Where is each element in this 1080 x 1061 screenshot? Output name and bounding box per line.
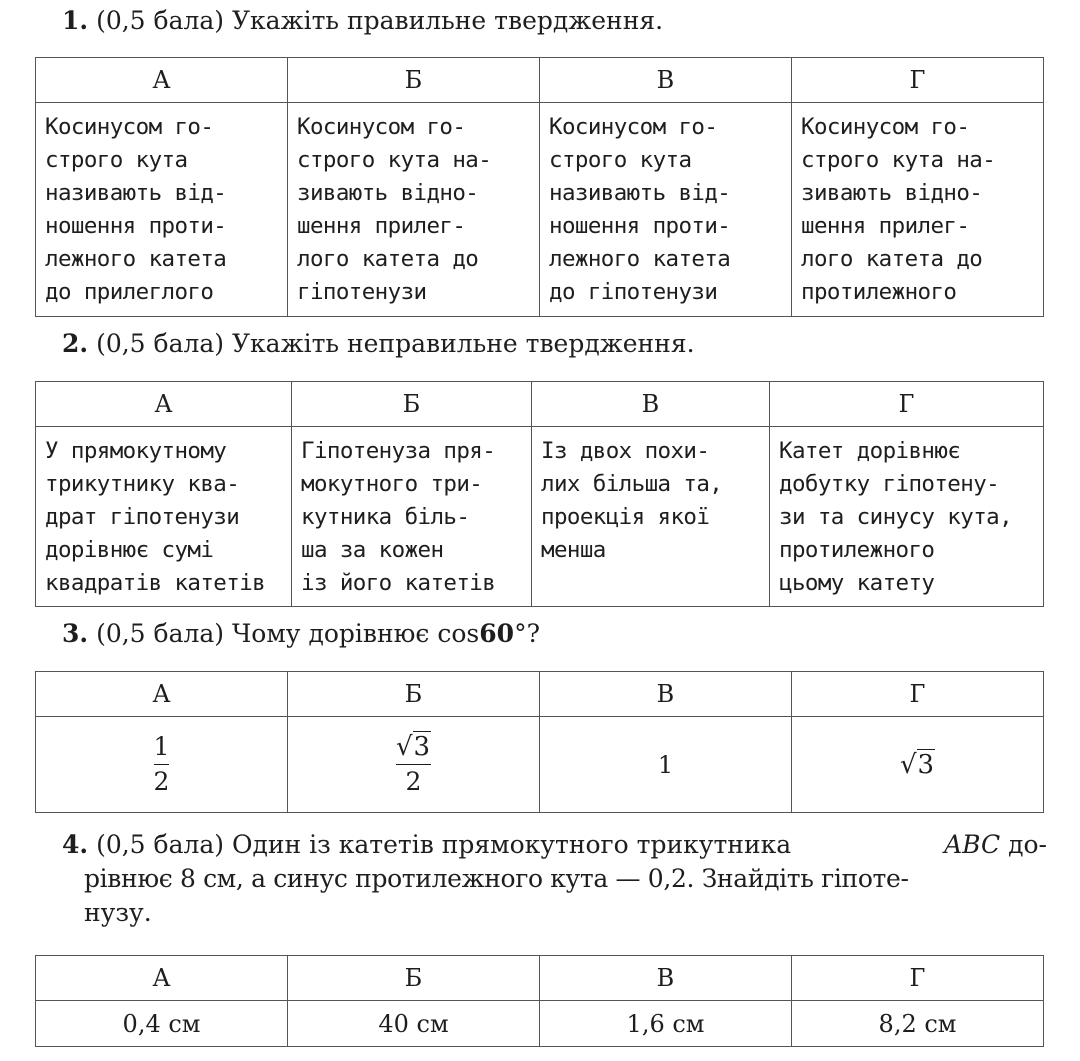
degree-sign: ° (514, 619, 527, 648)
denominator: 2 (153, 767, 170, 796)
root-sign: √ (899, 749, 917, 780)
question-3-options-table (35, 671, 1044, 813)
option-header-b: Б (288, 672, 540, 717)
question-number: 4. (62, 830, 89, 859)
option-b[interactable]: 40 см (288, 1001, 540, 1047)
option-value: 1 (657, 750, 674, 779)
radicand: 3 (917, 749, 935, 780)
question-3-title (62, 617, 540, 651)
question-line-1 (62, 828, 1047, 862)
option-a[interactable]: Косинусом го- строго кута називають від- ношення проти- лежного катета до прилеглого (36, 103, 288, 317)
option-header-d: Г (792, 956, 1044, 1001)
option-header-c: В (540, 58, 792, 103)
question-points: (0,5 бала) (96, 329, 225, 358)
option-c[interactable] (540, 717, 792, 813)
math-expression (437, 619, 526, 648)
question-4-title (62, 828, 1047, 930)
option-header-b: Б (288, 956, 540, 1001)
question-2-title (62, 327, 695, 361)
square-root (396, 732, 431, 762)
question-points: (0,5 бала) (96, 619, 225, 648)
numerator: 1 (153, 732, 170, 761)
math-function: cos (437, 619, 480, 648)
math-argument: 60 (479, 619, 515, 648)
option-header-c: В (540, 956, 792, 1001)
square-root (900, 749, 935, 780)
question-text: Чому дорівнює (231, 619, 430, 648)
fraction-bar (396, 764, 431, 765)
option-a[interactable]: У прямокутному трикутнику ква- драт гіпотенузи дорівнює сумі квадратів катетів (36, 427, 292, 607)
option-header-d: Г (792, 672, 1044, 717)
option-d[interactable]: 8,2 см (792, 1001, 1044, 1047)
fraction (154, 732, 170, 797)
radicand: 3 (413, 732, 431, 762)
root-sign: √ (395, 732, 413, 762)
question-1-options-table (35, 57, 1044, 317)
option-b[interactable] (288, 717, 540, 813)
question-points: (0,5 бала) (96, 830, 225, 859)
question-number: 2. (62, 329, 89, 358)
option-header-c: В (540, 672, 792, 717)
denominator: 2 (405, 767, 422, 796)
option-header-a: А (36, 672, 288, 717)
option-b[interactable]: Гіпотенуза пря- мокутного три- кутника біль- ша за кожен із його катетів (292, 427, 532, 607)
option-header-b: Б (292, 382, 532, 427)
option-d[interactable] (792, 717, 1044, 813)
option-c[interactable]: Із двох похи- лих більша та, проекція якої менша (532, 427, 770, 607)
question-line-2: рівнює 8 см, а синус протилежного кута — 0,2. Знайдіть гіпоте- (84, 864, 909, 893)
question-text: Укажіть правильне твердження. (231, 6, 664, 35)
question-text: Один із катетів прямокутного трикутника (231, 830, 792, 859)
fraction (396, 732, 431, 797)
question-text: Укажіть неправильне твердження. (231, 329, 695, 358)
option-header-a: А (36, 58, 288, 103)
option-header-c: В (532, 382, 770, 427)
question-number: 1. (62, 6, 89, 35)
question-number: 3. (62, 619, 89, 648)
question-text-end: до- (1008, 830, 1047, 859)
question-line-3: нузу. (84, 898, 152, 927)
question-points: (0,5 бала) (96, 6, 225, 35)
option-c[interactable]: Косинусом го- строго кута називають від- ношення проти- лежного катета до гіпотенузи (540, 103, 792, 317)
option-header-d: Г (792, 58, 1044, 103)
question-4-options-table (35, 955, 1044, 1047)
option-header-b: Б (288, 58, 540, 103)
option-a[interactable] (36, 717, 288, 813)
option-header-a: А (36, 956, 288, 1001)
question-1-title (62, 4, 663, 38)
option-c[interactable]: 1,6 см (540, 1001, 792, 1047)
option-header-d: Г (770, 382, 1044, 427)
option-a[interactable]: 0,4 см (36, 1001, 288, 1047)
option-b[interactable]: Косинусом го- строго кута на- зивають відно- шення прилег- лого катета до гіпотенузи (288, 103, 540, 317)
option-d[interactable]: Косинусом го- строго кута на- зивають відно- шення прилег- лого катета до протилежного (792, 103, 1044, 317)
question-2-options-table (35, 381, 1044, 607)
fraction-bar (154, 764, 170, 765)
option-header-a: А (36, 382, 292, 427)
option-d[interactable]: Катет дорівнює добутку гіпотену- зи та синусу кута, протилежного цьому катету (770, 427, 1044, 607)
triangle-name: ABC (944, 830, 1001, 859)
question-mark: ? (526, 619, 540, 648)
